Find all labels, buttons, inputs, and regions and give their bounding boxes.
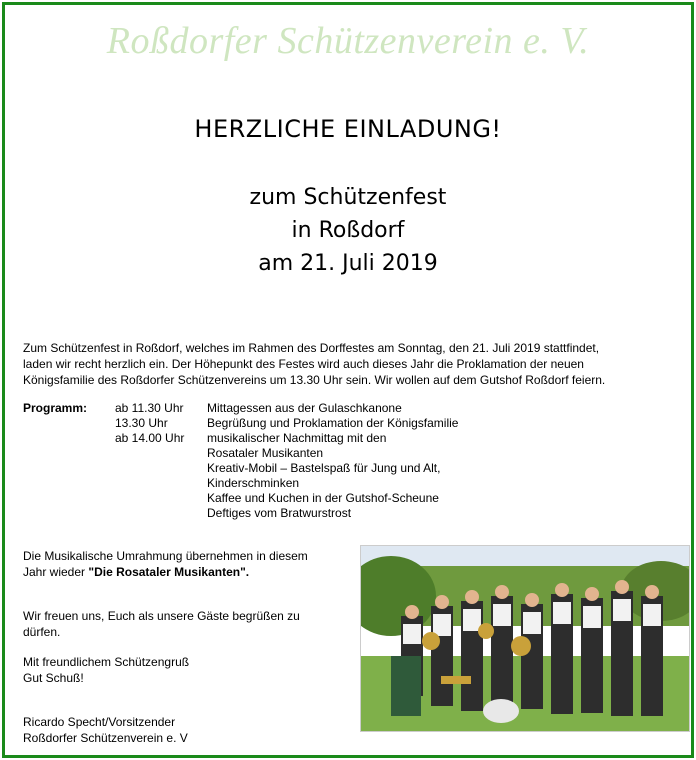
program-time: ab 11.30 Uhr [115,401,184,415]
welcome-line: Wir freuen uns, Euch als unsere Gäste begrüßen zu [23,609,300,623]
program-item: Kaffee und Kuchen in der Gutshof-Scheune [207,491,439,505]
event-line-2: in Roßdorf [291,218,405,243]
headline: HERZLICHE EINLADUNG! [194,115,502,143]
program-label: Programm: [23,401,88,415]
program-item: Mittagessen aus der Gulaschkanone [207,401,402,415]
intro-text [23,340,683,388]
club-name: Roßdorfer Schützenverein e. V. [106,20,590,62]
band-photo [360,545,690,732]
music-text [23,548,343,580]
intro-line: Königsfamilie des Roßdorfer Schützenvereins um 13.30 Uhr sein. Wir wollen auf dem Gutshof Roßdorf feiern. [23,373,606,387]
signature-name: Ricardo Specht/Vorsitzender [23,715,176,729]
welcome-text [23,608,343,640]
program-item: Kreativ-Mobil – Bastelspaß für Jung und Alt, [207,461,441,475]
program-item: musikalischer Nachmittag mit den [207,431,387,445]
greeting-line: Gut Schuß! [23,671,84,685]
signature-club: Roßdorfer Schützenverein e. V [23,731,188,745]
event-date: am 21. Juli 2019 [258,251,438,276]
program-time: ab 14.00 Uhr [115,431,185,445]
program-item: Deftiges vom Bratwurstrost [207,506,352,520]
event-line-1: zum Schützenfest [249,185,447,210]
band-photo-graphic [361,546,689,731]
program-item: Rosataler Musikanten [207,446,324,460]
greeting-line: Mit freundlichem Schützengruß [23,655,190,669]
greeting-text [23,654,343,686]
music-line: Jahr wieder [23,565,89,579]
program-time: 13.30 Uhr [115,416,168,430]
intro-line: laden wir recht herzlich ein. Der Höhepunkt des Festes wird auch dieses Jahr die Proklamation der neuen [23,357,584,371]
music-line: Die Musikalische Umrahmung übernehmen in diesem [23,549,308,563]
signature [23,714,343,746]
program-item: Begrüßung und Proklamation der Königsfamilie [207,416,459,430]
intro-line: Zum Schützenfest in Roßdorf, welches im Rahmen des Dorffestes am Sonntag, den 21. Juli 2019 stattfindet, [23,341,600,355]
program-item: Kinderschminken [207,476,300,490]
page-frame [2,2,694,758]
welcome-line: dürfen. [23,625,61,639]
band-name: "Die Rosataler Musikanten". [88,565,250,579]
